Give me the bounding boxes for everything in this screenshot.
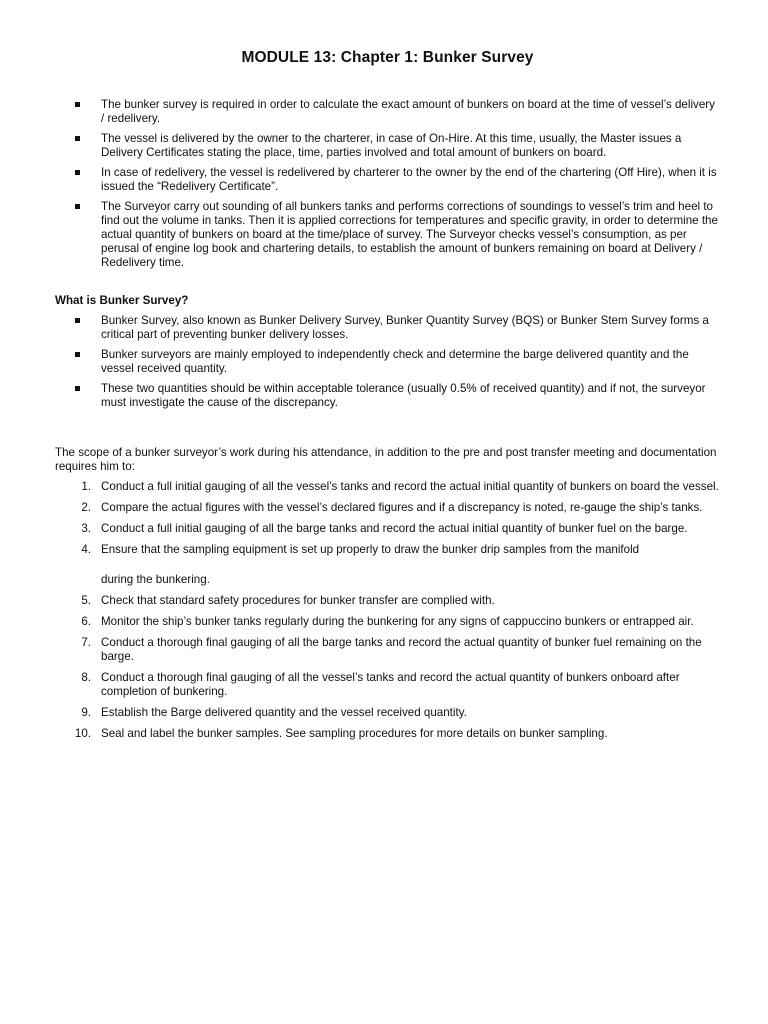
step-number: 6. bbox=[81, 615, 91, 628]
step-text: Conduct a full initial gauging of all the vessel’s tanks and record the actual initial quantity of bunkers on board the vessel. bbox=[101, 480, 719, 493]
list-item bbox=[55, 615, 720, 629]
square-bullet-icon bbox=[75, 352, 80, 357]
step-number: 5. bbox=[81, 594, 91, 607]
step-text: Check that standard safety procedures for bunker transfer are complied with. bbox=[101, 594, 495, 607]
square-bullet-icon bbox=[75, 318, 80, 323]
list-item bbox=[55, 501, 720, 515]
list-item bbox=[55, 348, 720, 376]
list-item bbox=[55, 132, 720, 160]
step-number: 1. bbox=[81, 480, 91, 493]
list-item bbox=[55, 314, 720, 342]
list-item bbox=[55, 480, 720, 494]
step-number: 10. bbox=[74, 727, 91, 740]
step-number: 3. bbox=[81, 522, 91, 535]
list-item bbox=[55, 200, 720, 270]
step-number: 9. bbox=[81, 706, 91, 719]
list-item-text: In case of redelivery, the vessel is redelivered by charterer to the owner by the end of the chartering (Off Hire), when it is issued the “Redelivery Certificate”. bbox=[101, 166, 717, 193]
square-bullet-icon bbox=[75, 204, 80, 209]
step-number: 4. bbox=[81, 543, 91, 556]
list-item bbox=[55, 636, 720, 664]
step-text: Ensure that the sampling equipment is set up properly to draw the bunker drip samples from the manifold bbox=[101, 543, 640, 556]
step-number: 2. bbox=[81, 501, 91, 514]
list-item-text: Bunker surveyors are mainly employed to independently check and determine the barge delivered quantity and the vessel received quantity. bbox=[101, 348, 689, 375]
list-item bbox=[55, 671, 720, 699]
what-is-bullet-list bbox=[55, 314, 720, 410]
list-item bbox=[55, 727, 720, 741]
step-text: Conduct a thorough final gauging of all the vessel’s tanks and record the actual quantity of bunkers onboard after completion of bunkering. bbox=[101, 671, 680, 698]
step-text: Monitor the ship’s bunker tanks regularly during the bunkering for any signs of cappuccino bunkers or entrapped air. bbox=[101, 615, 694, 628]
square-bullet-icon bbox=[75, 386, 80, 391]
step-text: Conduct a full initial gauging of all the barge tanks and record the actual initial quantity of bunker fuel on the barge. bbox=[101, 522, 688, 535]
list-item-text: The Surveyor carry out sounding of all bunkers tanks and performs corrections of soundings to vessel’s trim and heel to find out the volume in tanks. Then it is applied corrections for temperatures and specific gravity, in order to determine the actual quantity of bunkers on board at the time/place of survey. The Surveyor checks vessel’s consumption, as per perusal of engine log book and chartering details, to establish the amount of bunkers remaining on board at Delivery / Redelivery time. bbox=[101, 200, 718, 269]
square-bullet-icon bbox=[75, 170, 80, 175]
square-bullet-icon bbox=[75, 102, 80, 107]
list-item-text: The vessel is delivered by the owner to the charterer, in case of On-Hire. At this time, usually, the Master issues a Delivery Certificates stating the place, time, parties involved and total amount of bunkers on board. bbox=[101, 132, 682, 159]
list-item bbox=[55, 382, 720, 410]
step-text: Seal and label the bunker samples. See sampling procedures for more details on bunker sampling. bbox=[101, 727, 608, 740]
step-text-continued: during the bunkering. bbox=[101, 573, 210, 586]
step-number: 7. bbox=[81, 636, 91, 649]
scope-paragraph: The scope of a bunker surveyor’s work during his attendance, in addition to the pre and post transfer meeting and documentation requires him to: bbox=[55, 446, 717, 473]
list-item-text: Bunker Survey, also known as Bunker Delivery Survey, Bunker Quantity Survey (BQS) or Bunker Stem Survey forms a critical part of preventing bunker delivery losses. bbox=[101, 314, 709, 341]
list-item bbox=[55, 594, 720, 608]
list-item bbox=[55, 98, 720, 126]
list-item bbox=[55, 166, 720, 194]
numbered-step-list bbox=[55, 480, 720, 741]
step-text: Conduct a thorough final gauging of all the barge tanks and record the actual quantity of bunker fuel remaining on the barge. bbox=[101, 636, 702, 663]
list-item bbox=[55, 706, 720, 720]
list-item bbox=[55, 522, 720, 536]
list-item-text: The bunker survey is required in order to calculate the exact amount of bunkers on board at the time of vessel’s delivery / redelivery. bbox=[101, 98, 715, 125]
step-text: Establish the Barge delivered quantity and the vessel received quantity. bbox=[101, 706, 467, 719]
square-bullet-icon bbox=[75, 136, 80, 141]
list-item-text: These two quantities should be within acceptable tolerance (usually 0.5% of received quantity) and if not, the surveyor must investigate the cause of the discrepancy. bbox=[101, 382, 706, 409]
page-title: MODULE 13: Chapter 1: Bunker Survey bbox=[241, 49, 534, 66]
intro-bullet-list bbox=[55, 98, 720, 270]
step-number: 8. bbox=[81, 671, 91, 684]
step-text: Compare the actual figures with the vessel’s declared figures and if a discrepancy is noted, re-gauge the ship’s tanks. bbox=[101, 501, 703, 514]
list-item bbox=[55, 543, 720, 587]
section-heading: What is Bunker Survey? bbox=[55, 294, 189, 307]
